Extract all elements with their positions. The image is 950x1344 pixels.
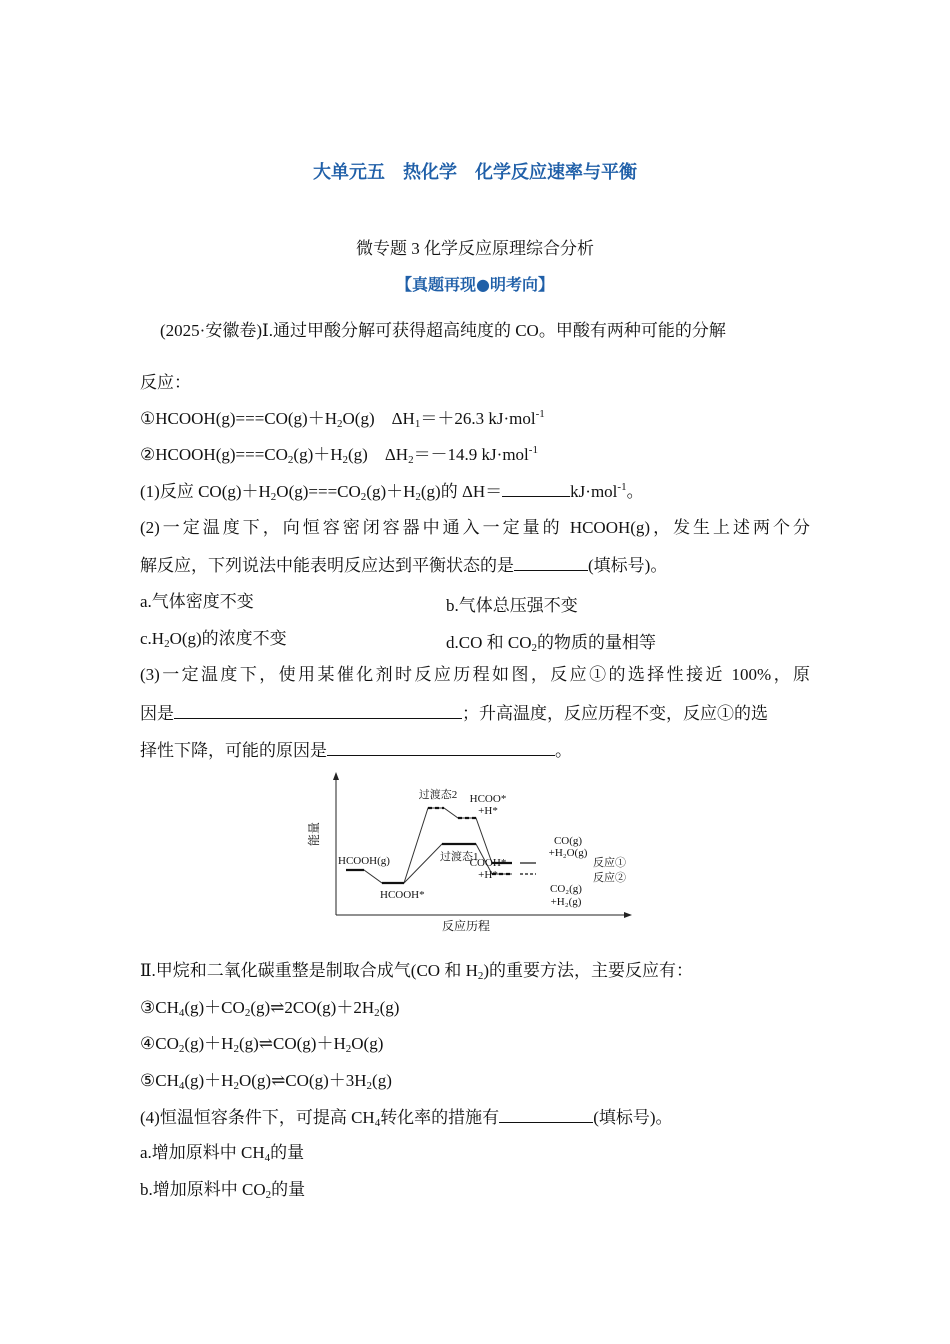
source-tag: (2025·安徽卷) xyxy=(160,321,262,340)
section-title: 【真题再现●明考向】 xyxy=(396,275,554,294)
answer-blank-4[interactable] xyxy=(327,739,555,756)
part2-intro: Ⅱ.甲烷和二氧化碳重整是制取合成气(CO 和 $H_2$)的重要方法，主要反应有： xyxy=(140,961,694,982)
label-h-star-b: +H* xyxy=(478,869,498,881)
option-4a: a.增加原料中 $CH_4$的量 xyxy=(140,1143,305,1164)
reaction-energy-diagram xyxy=(307,772,650,937)
label-co-g: CO(g) xyxy=(553,835,583,847)
question-1: (1)反应 $CO(g)+H_2O(g)===CO_2(g)+H_2(g)$的 ΔH＝ kJ·mol$^{-1}$。 xyxy=(140,481,644,503)
question-4: (4)恒温恒容条件下，可提高 $CH_4$转化率的措施有 (填标号)。 xyxy=(140,1108,673,1129)
y-axis-label: 能量 xyxy=(307,821,321,847)
question-3-line2: 因是 ；升高温度，反应历程不变，反应①的选 xyxy=(140,704,768,723)
question-3-line1: (3)一定温度下，使用某催化剂时反应历程如图，反应①的选择性接近 100%，原 xyxy=(140,665,810,684)
option-c: $c.H_2O(g)$的浓度不变 xyxy=(140,629,287,650)
label-hcoo-star: HCOO* xyxy=(469,793,507,805)
reaction-1: $①HCOOH(g)===CO(g)+H_2O(g)$ $\Delta H_1=+26.3$ kJ·mol$^{-1}$ xyxy=(140,408,545,430)
answer-blank-5[interactable] xyxy=(499,1106,593,1123)
answer-blank-3[interactable] xyxy=(174,702,462,719)
unit-title: 大单元五 热化学 化学反应速率与平衡 xyxy=(313,162,637,183)
legend-reaction-2: 反应② xyxy=(593,872,626,884)
option-b: b.气体总压强不变 xyxy=(446,596,578,615)
label-h2o-g: +H₂O(g) xyxy=(548,847,588,859)
reaction-4: $④CO_2(g)+H_2(g)\rightleftharpoons CO(g)+H_2O(g)$ xyxy=(140,1034,384,1055)
label-co2-g: CO₂(g) xyxy=(550,883,582,895)
option-4b: b.增加原料中 $CO_2$的量 xyxy=(140,1180,306,1201)
x-axis-label: 反应历程 xyxy=(441,919,491,933)
part1-intro-line2: 反应： xyxy=(140,373,191,392)
answer-blank-2[interactable] xyxy=(514,554,588,571)
reaction-5: $⑤CH_4(g)+H_2O(g)\rightleftharpoons CO(g)+3H_2(g)$ xyxy=(140,1071,392,1092)
question-2-line2: 解反应，下列说法中能表明反应达到平衡状态的是 (填标号)。 xyxy=(140,556,668,575)
label-hcooh-star: HCOOH* xyxy=(380,889,425,901)
label-ts2: 过渡态2 xyxy=(418,789,458,801)
sub-title: 微专题 3 化学反应原理综合分析 xyxy=(356,239,594,258)
part1-intro-line1: (2025·安徽卷)Ⅰ.通过甲酸分解可获得超高纯度的 CO。甲酸有两种可能的分解 xyxy=(160,321,726,340)
question-3-line3: 择性下降，可能的原因是 。 xyxy=(140,741,572,760)
label-h2-g: +H₂(g) xyxy=(550,896,582,908)
x-axis-arrow xyxy=(624,912,632,918)
question-2-line1: (2)一定温度下，向恒容密闭容器中通入一定量的 HCOOH(g)，发生上述两个分 xyxy=(140,518,810,537)
label-h-star-a: +H* xyxy=(478,805,498,817)
label-cooh-star: COOH* xyxy=(469,857,507,869)
reaction-3: $③CH_4(g)+CO_2(g)\rightleftharpoons 2CO(g)+2H_2(g)$ xyxy=(140,998,400,1019)
legend-reaction-1: 反应① xyxy=(593,857,626,869)
reaction-2: $②HCOOH(g)===CO_2(g)+H_2(g)$ $\Delta H_2=-14.9$ kJ·mol$^{-1}$ xyxy=(140,444,538,466)
label-hcooh-g: HCOOH(g) xyxy=(338,855,390,867)
y-axis-arrow xyxy=(333,772,339,780)
option-d: d.CO 和 $CO_2$的物质的量相等 xyxy=(446,633,656,654)
answer-blank-1[interactable] xyxy=(502,480,570,497)
label-ts1: 过渡态1 xyxy=(440,851,479,863)
option-a: a.气体密度不变 xyxy=(140,592,254,611)
